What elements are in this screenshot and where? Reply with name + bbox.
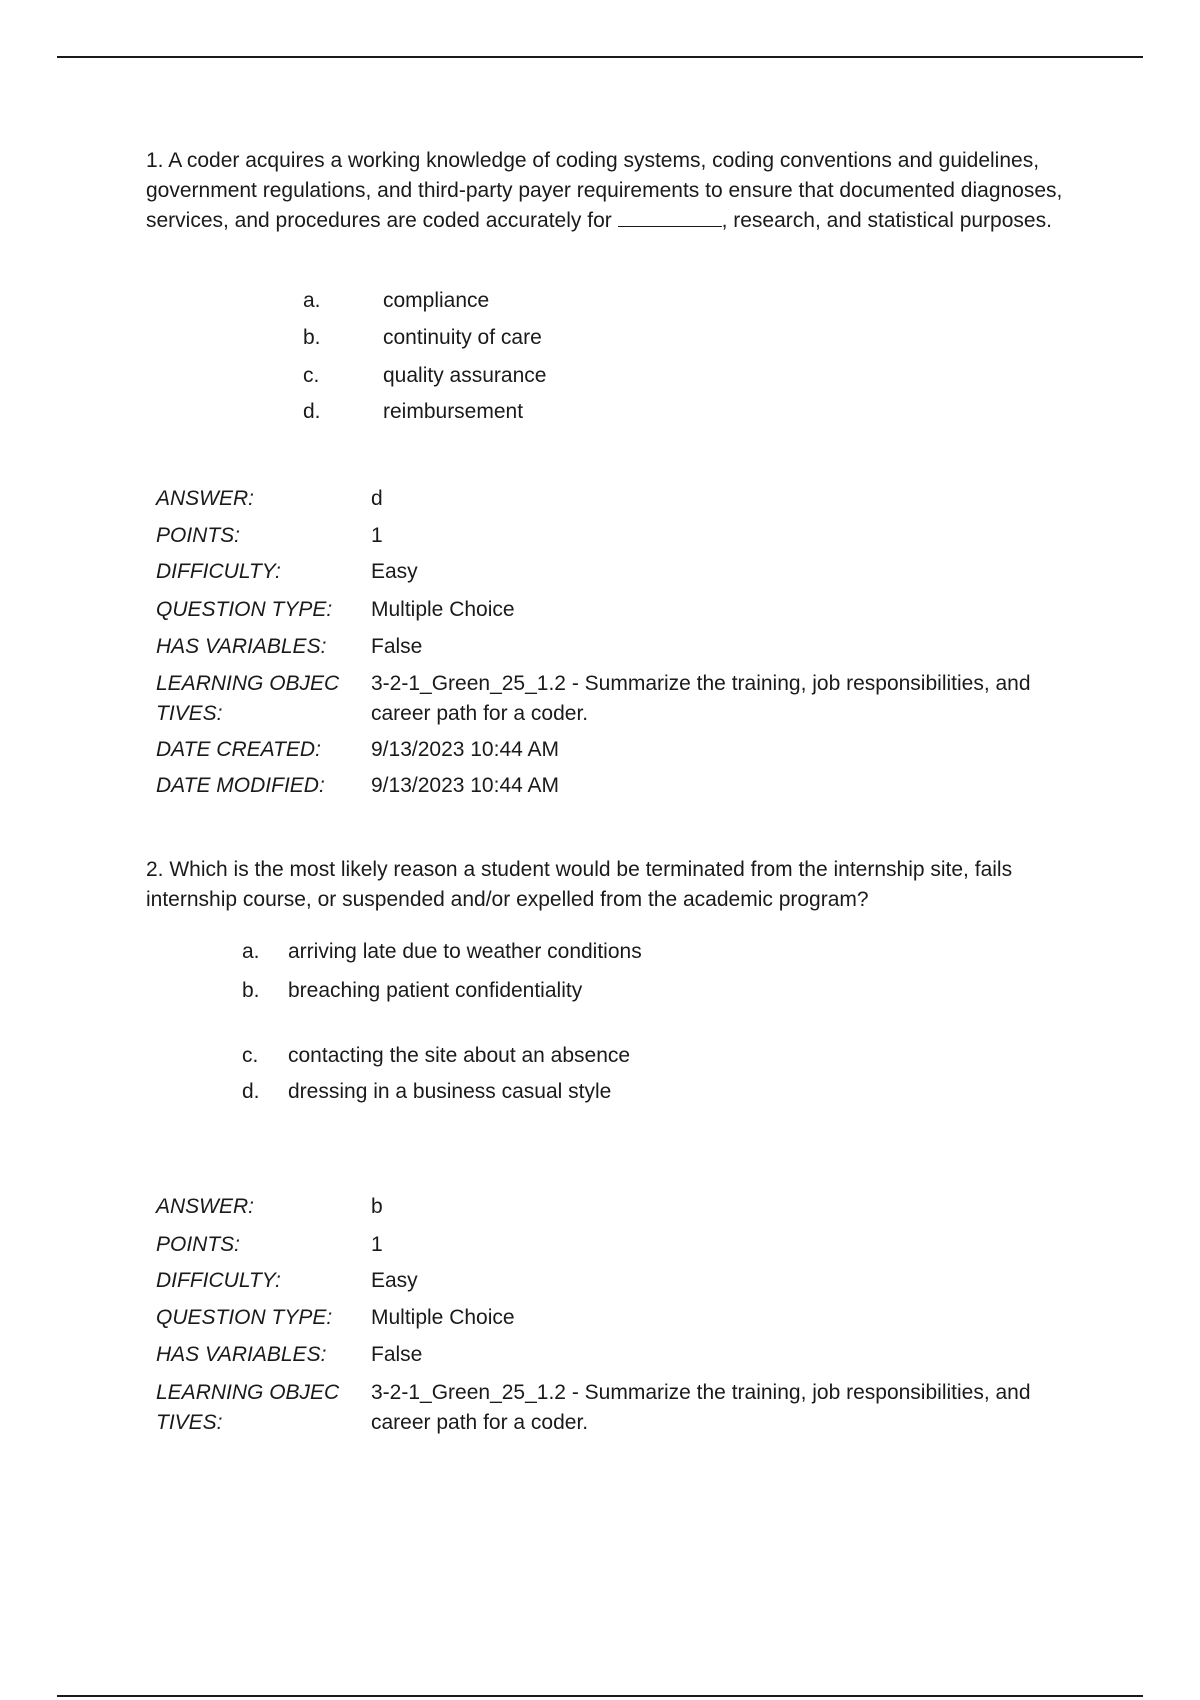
- choice-letter: c.: [303, 364, 320, 387]
- choice-text: breaching patient confidentiality: [288, 979, 583, 1002]
- meta-value: False: [371, 1343, 423, 1366]
- footer-rule: [57, 1695, 1143, 1697]
- choice-letter: c.: [242, 1044, 259, 1067]
- meta-label: HAS VARIABLES:: [156, 635, 327, 658]
- choice-text: continuity of care: [383, 326, 542, 349]
- meta-label: DIFFICULTY:: [156, 560, 281, 583]
- choice-text: contacting the site about an absence: [288, 1044, 631, 1067]
- meta-value: 3-2-1_Green_25_1.2 - Summarize the training, job responsibilities, and career path for a coder.: [371, 672, 1031, 725]
- meta-label: LEARNING OBJEC TIVES:: [156, 1381, 340, 1434]
- meta-value: Multiple Choice: [371, 598, 515, 621]
- meta-label: QUESTION TYPE:: [156, 598, 333, 621]
- meta-value: False: [371, 635, 423, 658]
- meta-label: HAS VARIABLES:: [156, 1343, 327, 1366]
- choice-text: quality assurance: [383, 364, 547, 387]
- meta-label: POINTS:: [156, 1233, 241, 1256]
- meta-value: 9/13/2023 10:44 AM: [371, 738, 559, 761]
- question-1-prompt-end: , research, and statistical purposes.: [721, 209, 1052, 232]
- choice-text: dressing in a business casual style: [288, 1080, 612, 1103]
- meta-label: DATE CREATED:: [156, 738, 321, 761]
- meta-label: LEARNING OBJEC TIVES:: [156, 672, 340, 725]
- question-1-prompt: [146, 146, 1076, 236]
- meta-label: DIFFICULTY:: [156, 1269, 281, 1292]
- meta-value: Easy: [371, 1269, 418, 1292]
- meta-value: Easy: [371, 560, 418, 583]
- meta-value: 3-2-1_Green_25_1.2 - Summarize the training, job responsibilities, and career path for a coder.: [371, 1381, 1031, 1434]
- choice-letter: b.: [303, 326, 321, 349]
- question-2-prompt: 2. Which is the most likely reason a student would be terminated from the internship site, fails internship course, or suspended and/or expelled from the academic program?: [146, 858, 1013, 911]
- meta-value: d: [371, 487, 383, 510]
- meta-value: 1: [371, 524, 383, 547]
- choice-letter: d.: [242, 1080, 260, 1103]
- choice-text: arriving late due to weather conditions: [288, 940, 642, 963]
- header-rule: [57, 56, 1143, 58]
- meta-value: 9/13/2023 10:44 AM: [371, 774, 559, 797]
- meta-label: ANSWER:: [156, 487, 255, 510]
- choice-letter: a.: [303, 289, 321, 312]
- answer-blank: [618, 208, 722, 227]
- meta-value: b: [371, 1195, 383, 1218]
- meta-label: QUESTION TYPE:: [156, 1306, 333, 1329]
- meta-value: 1: [371, 1233, 383, 1256]
- choice-letter: d.: [303, 400, 321, 423]
- choice-text: compliance: [383, 289, 490, 312]
- meta-label: ANSWER:: [156, 1195, 255, 1218]
- choice-text: reimbursement: [383, 400, 524, 423]
- choice-letter: a.: [242, 940, 260, 963]
- meta-value: Multiple Choice: [371, 1306, 515, 1329]
- choice-letter: b.: [242, 979, 260, 1002]
- question-1-prompt-start: 1. A coder acquires a working knowledge of coding systems, coding conventions and guidelines, government regulations, and third-party payer requirements to ensure that documented diagnoses, services, and procedures are coded accurately for: [146, 149, 1063, 232]
- meta-label: POINTS:: [156, 524, 241, 547]
- meta-label: DATE MODIFIED:: [156, 774, 325, 797]
